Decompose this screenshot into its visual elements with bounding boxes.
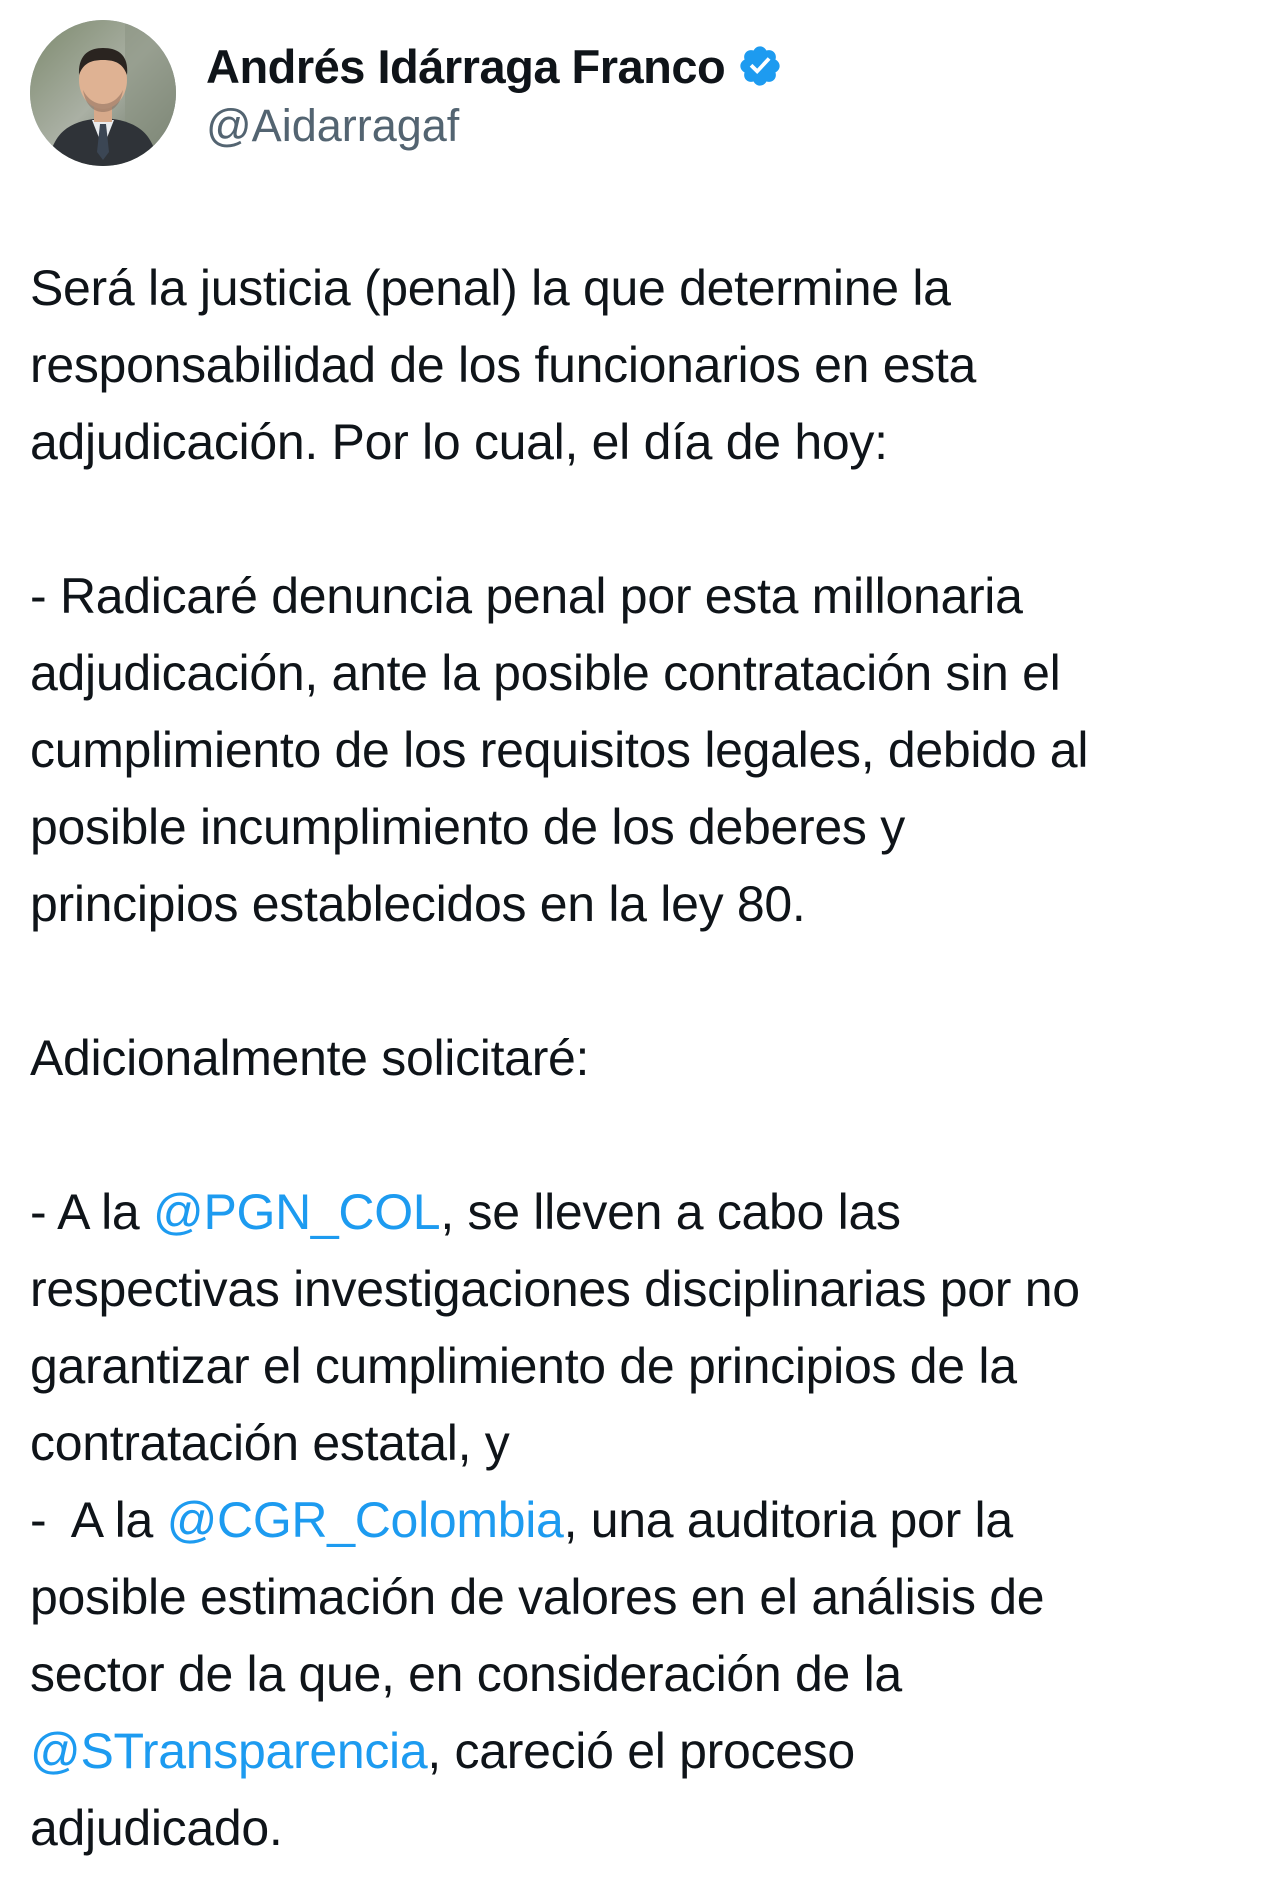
tweet-line: - Radicaré denuncia penal por esta millonaria xyxy=(30,568,1023,624)
tweet-line: posible incumplimiento de los deberes y xyxy=(30,799,905,855)
author-handle[interactable]: @Aidarragaf xyxy=(206,100,460,151)
mention-link-stransparencia[interactable]: @STransparencia xyxy=(30,1723,428,1779)
line-text: , careció el proceso xyxy=(427,1723,855,1779)
mention-link-pgn[interactable]: @PGN_COL xyxy=(152,1184,441,1240)
profile-photo xyxy=(30,20,176,166)
tweet-text xyxy=(30,250,1270,1867)
tweet-line: Será la justicia (penal) la que determine la xyxy=(30,260,951,316)
paragraph-gap xyxy=(30,481,1270,558)
paragraph-gap xyxy=(30,943,1270,1020)
tweet-line: cumplimiento de los requisitos legales, debido al xyxy=(30,722,1089,778)
tweet-line: responsabilidad de los funcionarios en esta xyxy=(30,337,977,393)
tweet-line: adjudicado. xyxy=(30,1800,283,1856)
tweet-line: adjudicación. Por lo cual, el día de hoy: xyxy=(30,414,888,470)
line-text: , una auditoria por la xyxy=(563,1492,1013,1548)
avatar[interactable] xyxy=(30,20,176,166)
tweet-line xyxy=(30,1713,1270,1790)
verified-badge-icon xyxy=(737,43,783,89)
tweet-line: garantizar el cumplimiento de principios de la xyxy=(30,1338,1017,1394)
paragraph-gap xyxy=(30,1097,1270,1174)
author-display-name[interactable]: Andrés Idárraga Franco xyxy=(206,39,726,93)
line-text: - A la xyxy=(30,1492,167,1548)
mention-link-cgr[interactable]: @CGR_Colombia xyxy=(166,1492,564,1548)
tweet-line: contratación estatal, y xyxy=(30,1415,510,1471)
tweet-line: sector de la que, en consideración de la xyxy=(30,1646,902,1702)
tweet-line: respectivas investigaciones disciplinarias por no xyxy=(30,1261,1080,1317)
line-text: - A la xyxy=(30,1184,153,1240)
author-name-row xyxy=(206,34,783,98)
tweet-line: adjudicación, ante la posible contratación sin el xyxy=(30,645,1061,701)
author-identity xyxy=(206,34,783,152)
tweet-line: posible estimación de valores en el análisis de xyxy=(30,1569,1045,1625)
tweet-line: Adicionalmente solicitaré: xyxy=(30,1030,590,1086)
line-text: , se lleven a cabo las xyxy=(440,1184,901,1240)
tweet-header xyxy=(30,18,783,168)
tweet-line xyxy=(30,1482,1270,1559)
tweet-line xyxy=(30,1174,1270,1251)
tweet-line: principios establecidos en la ley 80. xyxy=(30,876,806,932)
